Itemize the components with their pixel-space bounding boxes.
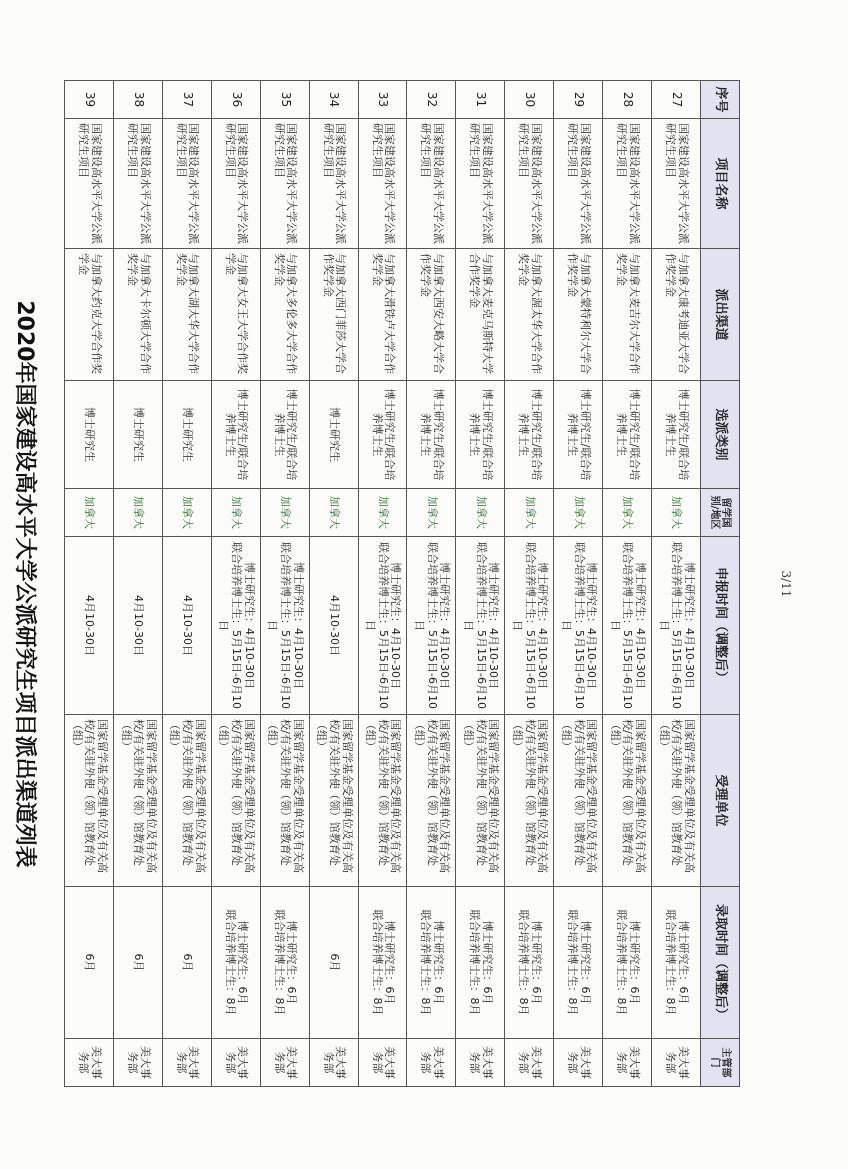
cell-project-text: 国家建设高水平大学公派研究生项目 [517,123,543,244]
cell-apply-time-text: 博士研究生：4月10-30日 [536,562,550,689]
header-category: 选派类别 [701,381,740,489]
cell-country-text: 加拿大 [327,496,341,529]
cell-admit-time-text: 联合培养博士生：8月 [223,909,237,1016]
cell-channel [260,249,309,381]
cell-project-text: 国家建设高水平大学公派研究生项目 [664,123,690,244]
cell-seq-text: 32 [425,91,440,108]
cell-category [260,381,309,489]
cell-country [65,489,114,537]
cell-category-text: 博士研究生/联合培养博士生 [468,388,494,481]
cell-dept-text: 美大事务部 [76,1046,103,1079]
table-row [505,81,554,1087]
cell-apply-time-text: 联合培养博士生：5月15日-6月10日 [510,542,537,709]
cell-country-text: 加拿大 [230,496,244,529]
cell-unit [211,715,260,887]
cell-unit [603,715,652,887]
cell-category-text: 博士研究生/联合培养博士生 [223,388,250,481]
cell-admit-time [505,887,554,1039]
cell-admit-time [211,887,260,1039]
table-row [211,81,260,1087]
cell-project-text: 国家建设高水平大学公派研究生项目 [566,123,592,244]
cell-seq [162,81,211,119]
cell-country [211,489,260,537]
header-dept: 主管部门 [701,1039,740,1087]
cell-channel [211,249,260,381]
cell-admit-time-text: 联合培养博士生：8月 [419,909,433,1016]
cell-admit-time [652,887,701,1039]
cell-admit-time-text: 6月 [327,953,341,972]
cell-admit-time [113,887,162,1039]
cell-project [113,119,162,249]
table-row [162,81,211,1087]
cell-seq-text: 30 [523,91,538,108]
cell-unit-text: 国家留学基金受理单位及有关高校/有关驻外使（领）馆教育处（组） [168,719,207,873]
cell-category-text: 博士研究生 [83,407,97,462]
table-container [64,80,740,1086]
cell-unit-text: 国家留学基金受理单位及有关高校/有关驻外使（领）馆教育处（组） [559,719,599,873]
cell-project-text: 国家建设高水平大学公派研究生项目 [223,123,250,244]
cell-country [554,489,603,537]
cell-apply-time-text: 博士研究生：4月10-30日 [634,562,648,689]
cell-channel-text: 与加拿大康考迪亚大学合作奖学金 [664,253,690,374]
cell-channel [309,249,358,381]
cell-admit-time [456,887,505,1039]
cell-apply-time-text: 博士研究生：4月10-30日 [389,562,403,689]
cell-country [113,489,162,537]
cell-admit-time-text: 博士研究生：6月 [481,920,494,1005]
header-unit: 受理单位 [701,715,740,887]
cell-category [162,381,211,489]
cell-apply-time-text: 博士研究生：4月10-30日 [487,562,501,689]
page-number: 3/11 [779,570,793,598]
cell-project-text: 国家建设高水平大学公派研究生项目 [370,123,397,244]
cell-dept [505,1039,554,1087]
cell-country [407,489,456,537]
cell-admit-time-text: 联合培养博士生：8月 [664,909,678,1016]
cell-channel [652,249,701,381]
cell-admit-time [407,887,456,1039]
cell-channel-text: 与加拿大麦克马斯特大学合作奖学金 [468,253,494,374]
table-row [309,81,358,1087]
cell-seq-text: 33 [376,91,391,108]
cell-admit-time [554,887,603,1039]
table-header-row [701,81,740,1087]
cell-unit [505,715,554,887]
cell-project [260,119,309,249]
cell-category-text: 博士研究生/联合培养博士生 [419,388,446,481]
cell-unit-text: 国家留学基金受理单位及有关高校/有关驻外使（领）馆教育处（组） [70,719,109,873]
cell-country-text: 加拿大 [376,496,390,529]
cell-country-text: 加拿大 [132,496,146,529]
cell-apply-time-text: 4月10-30日 [181,595,195,656]
cell-admit-time-text: 博士研究生：6月 [236,920,250,1005]
cell-dept-text: 美大事务部 [272,1046,299,1079]
table-row [358,81,407,1087]
cell-country-text: 加拿大 [474,496,488,529]
cell-seq [309,81,358,119]
cell-seq-text: 34 [327,91,342,108]
cell-country [652,489,701,537]
cell-admit-time [65,887,114,1039]
cell-category [65,381,114,489]
cell-category-text: 博士研究生/联合培养博士生 [517,388,543,481]
cell-unit [65,715,114,887]
table-row [554,81,603,1087]
cell-project [456,119,505,249]
cell-seq-text: 31 [474,91,489,108]
cell-unit [554,715,603,887]
cell-unit-text: 国家留学基金受理单位及有关高校/有关驻外使（领）馆教育处（组） [364,719,403,873]
cell-apply-time [211,537,260,715]
cell-country [162,489,211,537]
cell-unit-text: 国家留学基金受理单位及有关高校/有关驻外使（领）馆教育处（组） [315,719,354,873]
cell-category-text: 博士研究生/联合培养博士生 [664,388,690,481]
cell-apply-time-text: 博士研究生：4月10-30日 [683,562,696,689]
cell-category [603,381,652,489]
cell-admit-time [603,887,652,1039]
cell-admit-time-text: 博士研究生：6月 [432,920,446,1005]
table-row [456,81,505,1087]
cell-seq-text: 28 [621,91,636,108]
cell-project-text: 国家建设高水平大学公派研究生项目 [174,123,201,244]
cell-seq [554,81,603,119]
cell-apply-time [407,537,456,715]
cell-category [309,381,358,489]
cell-dept-text: 美大事务部 [468,1046,494,1079]
header-channel: 派出渠道 [701,249,740,381]
cell-channel-text: 与加拿大多伦多大学合作奖学金 [272,253,299,374]
cell-dept-text: 美大事务部 [517,1046,543,1079]
cell-dept-text: 美大事务部 [566,1046,592,1079]
cell-channel-text: 与加拿大滑铁卢大学合作奖学金 [370,253,397,374]
cell-dept [456,1039,505,1087]
table-row [65,81,114,1087]
table-row [260,81,309,1087]
cell-channel [456,249,505,381]
cell-category-text: 博士研究生 [132,407,146,462]
cell-channel [603,249,652,381]
cell-unit-text: 国家留学基金受理单位及有关高校/有关驻外使（领）馆教育处（组） [510,719,550,873]
cell-channel [407,249,456,381]
cell-channel [162,249,211,381]
cell-admit-time-text: 6月 [83,953,97,972]
header-admit-time: 录取时间（调整后） [701,887,740,1039]
cell-apply-time-text: 博士研究生：4月10-30日 [585,562,599,689]
cell-project [505,119,554,249]
cell-unit [407,715,456,887]
cell-unit [260,715,309,887]
cell-unit-text: 国家留学基金受理单位及有关高校/有关驻外使（领）馆教育处（组） [413,719,452,873]
cell-category [652,381,701,489]
cell-seq [456,81,505,119]
cell-admit-time [309,887,358,1039]
cell-seq [113,81,162,119]
cell-dept [211,1039,260,1087]
cell-seq [65,81,114,119]
cell-dept [113,1039,162,1087]
cell-apply-time-text: 博士研究生：4月10-30日 [438,562,452,689]
cell-seq [260,81,309,119]
cell-channel-text: 与加拿大卡尔顿大学合作奖学金 [125,253,152,374]
cell-project-text: 国家建设高水平大学公派研究生项目 [419,123,446,244]
cell-category-text: 博士研究生/联合培养博士生 [272,388,299,481]
cell-unit-text: 国家留学基金受理单位及有关高校/有关驻外使（领）馆教育处（组） [266,719,305,873]
cell-country-text: 加拿大 [278,496,292,529]
cell-dept-text: 美大事务部 [125,1046,152,1079]
cell-admit-time-text: 联合培养博士生：8月 [566,909,580,1016]
cell-channel-text: 与加拿大西门菲莎大学合作奖学金 [321,253,348,374]
cell-apply-time-text: 4月10-30日 [83,595,97,656]
cell-seq [211,81,260,119]
cell-category [554,381,603,489]
cell-unit [162,715,211,887]
cell-apply-time [260,537,309,715]
header-country: 留学国别/地区 [701,489,740,537]
cell-apply-time-text: 联合培养博士生：5月15日-6月10日 [462,542,488,709]
cell-project [554,119,603,249]
cell-admit-time-text: 联合培养博士生：8月 [370,909,384,1016]
cell-project-text: 国家建设高水平大学公派研究生项目 [321,123,348,244]
cell-admit-time-text: 博士研究生：6月 [285,920,299,1005]
cell-apply-time-text: 博士研究生：4月10-30日 [242,562,256,689]
cell-unit-text: 国家留学基金受理单位及有关高校/有关驻外使（领）馆教育处（组） [119,719,158,873]
cell-channel [113,249,162,381]
cell-seq [652,81,701,119]
cell-unit-text: 国家留学基金受理单位及有关高校/有关驻外使（领）馆教育处（组） [217,719,256,873]
cell-project [309,119,358,249]
header-apply-time: 申报时间（调整后） [701,537,740,715]
cell-apply-time [505,537,554,715]
cell-apply-time-text: 联合培养博士生：5月15日-6月10日 [608,542,635,709]
cell-seq [603,81,652,119]
cell-apply-time-text: 4月10-30日 [327,595,341,656]
cell-dept-text: 美大事务部 [321,1046,348,1079]
cell-apply-time-text: 联合培养博士生：5月15日-6月10日 [559,542,586,709]
table-row [652,81,701,1087]
cell-dept [358,1039,407,1087]
cell-category [211,381,260,489]
cell-admit-time-text: 联合培养博士生：8月 [517,909,531,1016]
cell-admit-time-text: 6月 [181,953,195,972]
cell-channel-text: 与加拿大西安大略大学合作奖学金 [419,253,446,374]
cell-project-text: 国家建设高水平大学公派研究生项目 [615,123,641,244]
cell-seq-text: 36 [229,91,244,108]
header-project: 项目名称 [701,119,740,249]
cell-category-text: 博士研究生 [181,407,195,462]
cell-channel-text: 与加拿大麦吉尔大学合作奖学金 [615,253,641,374]
cell-dept [65,1039,114,1087]
cell-category [505,381,554,489]
table-row [603,81,652,1087]
cell-category-text: 博士研究生/联合培养博士生 [370,388,397,481]
cell-admit-time-text: 6月 [132,953,146,972]
channel-table [64,80,740,1087]
cell-channel [358,249,407,381]
cell-apply-time [309,537,358,715]
cell-seq-text: 39 [82,91,97,108]
cell-country-text: 加拿大 [621,496,635,529]
cell-apply-time-text: 联合培养博士生：5月15日-6月10日 [364,542,390,709]
cell-channel [505,249,554,381]
cell-admit-time-text: 博士研究生：6月 [383,920,397,1005]
cell-channel [554,249,603,381]
cell-dept-text: 美大事务部 [370,1046,397,1079]
cell-category [456,381,505,489]
cell-dept-text: 美大事务部 [615,1046,641,1079]
cell-country-text: 加拿大 [83,496,97,529]
cell-apply-time-text: 4月10-30日 [132,595,146,656]
cell-project-text: 国家建设高水平大学公派研究生项目 [468,123,494,244]
cell-apply-time [652,537,701,715]
cell-apply-time [162,537,211,715]
cell-dept [407,1039,456,1087]
cell-dept-text: 美大事务部 [174,1046,201,1079]
cell-project [407,119,456,249]
cell-project [162,119,211,249]
cell-category-text: 博士研究生/联合培养博士生 [566,388,592,481]
cell-project-text: 国家建设高水平大学公派研究生项目 [272,123,299,244]
cell-admit-time-text: 博士研究生：6月 [529,920,543,1005]
cell-seq-text: 29 [572,91,587,108]
cell-admit-time [260,887,309,1039]
cell-seq-text: 35 [278,91,293,108]
cell-country-text: 加拿大 [572,496,586,529]
cell-country [456,489,505,537]
cell-seq [358,81,407,119]
cell-project [603,119,652,249]
cell-admit-time [358,887,407,1039]
cell-project [211,119,260,249]
cell-category [358,381,407,489]
cell-country [260,489,309,537]
cell-apply-time-text: 联合培养博士生：5月15日-6月10日 [657,542,684,709]
header-seq: 序号 [701,81,740,119]
cell-project [358,119,407,249]
cell-channel-text: 与加拿大蒙特利尔大学合作奖学金 [566,253,592,374]
cell-project-text: 国家建设高水平大学公派研究生项目 [125,123,152,244]
cell-country [505,489,554,537]
cell-admit-time-text: 博士研究生：6月 [676,920,690,1005]
cell-admit-time-text: 博士研究生：6月 [627,920,641,1005]
cell-category [113,381,162,489]
cell-unit [358,715,407,887]
cell-unit [113,715,162,887]
cell-dept [309,1039,358,1087]
cell-apply-time [65,537,114,715]
cell-seq-text: 37 [180,91,195,108]
cell-unit [309,715,358,887]
cell-dept [260,1039,309,1087]
cell-unit-text: 国家留学基金受理单位及有关高校/有关驻外使（领）馆教育处（组） [462,719,501,873]
cell-country-text: 加拿大 [523,496,537,529]
cell-dept-text: 美大事务部 [223,1046,250,1079]
cell-apply-time-text: 联合培养博士生：5月15日-6月10日 [413,542,439,709]
cell-country [603,489,652,537]
table-body [65,81,701,1087]
cell-unit [456,715,505,887]
cell-project [65,119,114,249]
cell-country-text: 加拿大 [425,496,439,529]
cell-unit [652,715,701,887]
cell-country [358,489,407,537]
cell-apply-time-text: 联合培养博士生：5月15日-6月10日 [217,542,244,709]
cell-channel-text: 与加拿大约克大学合作奖学金 [76,253,103,374]
cell-project [652,119,701,249]
cell-seq [407,81,456,119]
cell-channel-text: 与加拿大女王大学合作奖学金 [223,253,250,374]
cell-seq [505,81,554,119]
cell-category-text: 博士研究生/联合培养博士生 [615,388,641,481]
cell-channel-text: 与加拿大渥太华大学合作奖学金 [517,253,543,374]
cell-country [309,489,358,537]
cell-unit-text: 国家留学基金受理单位及有关高校/有关驻外使（领）馆教育处（组） [608,719,648,873]
cell-dept [652,1039,701,1087]
cell-admit-time-text: 联合培养博士生：8月 [468,909,482,1016]
cell-apply-time [113,537,162,715]
table-row [113,81,162,1087]
cell-dept [162,1039,211,1087]
cell-country-text: 加拿大 [181,496,195,529]
cell-channel [65,249,114,381]
cell-unit-text: 国家留学基金受理单位及有关高校/有关驻外使（领）馆教育处（组） [657,719,696,873]
cell-dept [554,1039,603,1087]
cell-apply-time-text: 博士研究生：4月10-30日 [291,562,305,689]
cell-admit-time [162,887,211,1039]
page-title: 2020年国家建设高水平大学公派研究生项目派出渠道列表 [12,300,37,868]
cell-apply-time [603,537,652,715]
cell-apply-time-text: 联合培养博士生：5月15日-6月10日 [266,542,292,709]
cell-admit-time-text: 联合培养博士生：8月 [615,909,629,1016]
cell-category [407,381,456,489]
cell-dept [603,1039,652,1087]
cell-channel-text: 与加拿大湖大华大学合作奖学金 [174,253,201,374]
cell-apply-time [358,537,407,715]
table-row [407,81,456,1087]
cell-project-text: 国家建设高水平大学公派研究生项目 [76,123,103,244]
cell-country-text: 加拿大 [670,496,684,529]
cell-seq-text: 38 [131,91,146,108]
cell-dept-text: 美大事务部 [664,1046,690,1079]
cell-apply-time [554,537,603,715]
cell-apply-time [456,537,505,715]
cell-admit-time-text: 联合培养博士生：8月 [272,909,286,1016]
cell-dept-text: 美大事务部 [419,1046,446,1079]
cell-seq-text: 27 [669,91,684,108]
cell-admit-time-text: 博士研究生：6月 [578,920,592,1005]
cell-category-text: 博士研究生 [327,407,341,462]
